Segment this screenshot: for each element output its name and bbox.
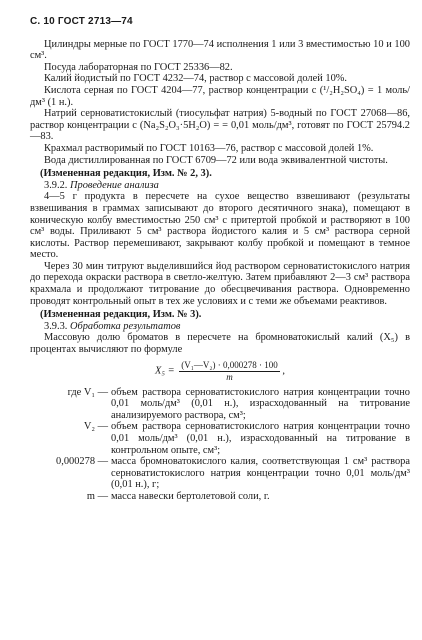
definition-term: 0,000278 — xyxy=(56,456,108,468)
section-number: 3.9.3. xyxy=(44,320,68,332)
paragraph-starch: Крахмал растворимый по ГОСТ 10163—76, раствор с массовой долей 1%. xyxy=(44,142,374,154)
section-title: Проведение анализа xyxy=(70,179,159,191)
revision-note-2: (Измененная редакция, Изм. № 3). xyxy=(40,309,202,321)
definition-text: объем раствора серноватистокислого натрия концентрации точно 0,01 моль/дм³ (0,01 н.), израсходованный на титрование в контрольном опыте, см³; xyxy=(111,421,410,456)
definition-term: V₂ — xyxy=(83,421,108,433)
paragraph-sample-prep: 4—5 г продукта в пересчете на сухое вещество взвешивают (результаты взвешивания в граммах записывают до второго десятичного знака), помещают в коническую колбу вместимостью 250 см³ с притертой пробкой и растворяют в 100 см³ воды. Приливают 5 см³ раствора йодистого калия и 5 см³ раствора серной кислоты. Раствор перемешивают, закрывают колбу пробкой и помещают в темное место. xyxy=(30,191,410,261)
definition-item xyxy=(30,387,410,422)
section-title: Обработка результатов xyxy=(70,320,181,332)
paragraph-potassium-iodide: Калий йодистый по ГОСТ 4232—74, раствор с массовой долей 10%. xyxy=(44,73,348,85)
paragraph-sodium-thiosulfate: Натрий серноватистокислый (тиосульфат натрия) 5-водный по ГОСТ 27068—86, раствор концентрации с (Na₂S₂O₃·5H₂O) = = 0,01 моль/дм³, готовят по ГОСТ 25794.2—83. xyxy=(30,108,410,143)
formula-x5 xyxy=(30,360,410,382)
definition-item xyxy=(30,491,410,503)
definition-text: объем раствора серноватистокислого натрия концентрации точно 0,01 моль/дм³ (0,01 н.), израсходованный на титрование анализируемого раствора, см³; xyxy=(111,386,410,421)
definition-term: m — xyxy=(86,490,108,502)
definition-term: где V₁ — xyxy=(67,386,108,398)
definition-item xyxy=(30,456,410,491)
revision-note-1: (Измененная редакция, Изм. № 2, 3). xyxy=(40,168,212,180)
paragraph-cylinders: Цилиндры мерные по ГОСТ 1770—74 исполнения 1 или 3 вместимостью 10 и 100 см³. xyxy=(30,38,410,62)
definition-item xyxy=(30,421,410,456)
section-number: 3.9.2. xyxy=(44,179,68,191)
paragraph-water: Вода дистиллированная по ГОСТ 6709—72 или вода эквивалентной чистоты. xyxy=(44,154,388,166)
formula-lhs: X₅ = xyxy=(155,365,175,377)
definition-text: масса навески бертолетовой соли, г. xyxy=(111,490,270,502)
formula-fraction xyxy=(179,360,280,382)
formula-numerator: (V₁—V₂) · 0,000278 · 100 xyxy=(181,359,278,370)
section-heading-results xyxy=(30,321,410,333)
page-header: С. 10 ГОСТ 2713—74 xyxy=(30,16,133,27)
section-heading-analysis xyxy=(30,180,410,192)
paragraph-titration: Через 30 мин титруют выделившийся йод раствором серноватистокислого натрия до перехода окраски раствора в светло-желтую. Затем прибавляют 2—3 см³ раствора крахмала и продолжают титрование до обесцвечивания раствора. Одновременно проводят контрольный опыт в тех же условиях и с теми же объемами реактивов. xyxy=(30,260,410,307)
formula-tail: , xyxy=(282,365,285,377)
definitions-list xyxy=(30,387,410,503)
paragraph-glassware: Посуда лабораторная по ГОСТ 25336—82. xyxy=(44,61,233,73)
formula-denominator: m xyxy=(226,371,233,382)
paragraph-results-intro: Массовую долю броматов в пересчете на бромноватокислый калий (X₅) в процентах вычисляют по формуле xyxy=(30,332,410,356)
definition-text: масса бромноватокислого калия, соответствующая 1 см³ раствора серноватистокислого натрия концентрации точно 0,01 моль/дм³ (0,01 н.), г; xyxy=(111,456,410,491)
paragraph-sulfuric-acid: Кислота серная по ГОСТ 4204—77, раствор концентрации с (¹/₂H₂SO₄) = 1 моль/дм³ (1 н.). xyxy=(30,84,410,108)
